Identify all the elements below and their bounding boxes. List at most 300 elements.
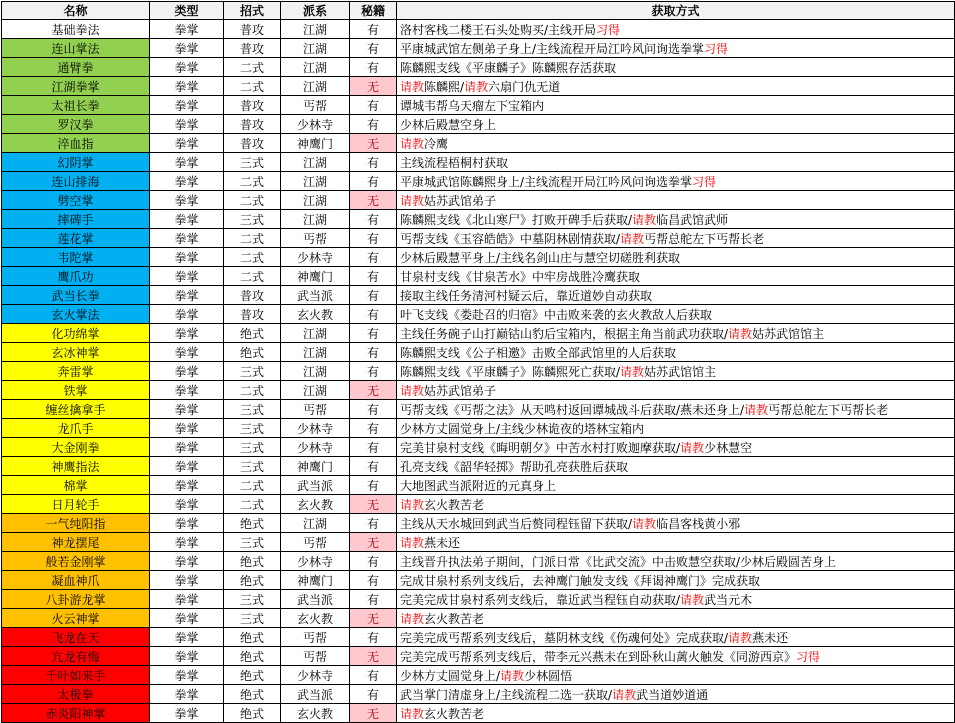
skill-type: 拳掌 [150, 267, 224, 286]
skill-type: 拳掌 [150, 248, 224, 267]
skill-manual: 有 [350, 39, 397, 58]
skill-faction: 少林寺 [281, 552, 350, 571]
skill-name: 火云神掌 [2, 609, 150, 628]
skill-name: 大金刚拳 [2, 438, 150, 457]
skill-manual: 有 [350, 362, 397, 381]
source-segment: 请教 [400, 383, 425, 398]
skill-type: 拳掌 [150, 476, 224, 495]
source-segment: 陈麟熙支线《北山寒尸》打败开碑手后获取/ [400, 212, 633, 227]
skill-source [397, 286, 955, 305]
table-row [2, 362, 955, 381]
skill-move: 绝式 [224, 666, 281, 685]
table-row [2, 419, 955, 438]
skill-type: 拳掌 [150, 495, 224, 514]
source-segment: 请教 [680, 440, 705, 455]
source-segment: 陈麟熙支线《平康麟子》陈麟熙存活获取 [400, 60, 617, 75]
header-type: 类型 [150, 2, 224, 20]
skill-manual: 有 [350, 552, 397, 571]
table-row [2, 210, 955, 229]
skill-source [397, 77, 955, 96]
header-row [2, 2, 955, 20]
table-row [2, 343, 955, 362]
skill-manual: 无 [350, 495, 397, 514]
skill-name: 连山掌法 [2, 39, 150, 58]
source-segment: 请教 [744, 402, 769, 417]
skill-move: 绝式 [224, 343, 281, 362]
source-segment: 请教 [612, 687, 637, 702]
source-segment: 请教 [400, 79, 425, 94]
source-segment: 请教 [680, 592, 705, 607]
skill-move: 三式 [224, 457, 281, 476]
skill-move: 三式 [224, 533, 281, 552]
skill-move: 绝式 [224, 324, 281, 343]
table-row [2, 39, 955, 58]
skill-faction: 江湖 [281, 343, 350, 362]
skill-source [397, 134, 955, 153]
skill-manual: 有 [350, 476, 397, 495]
skill-name: 连山排海 [2, 172, 150, 191]
skill-faction: 神鹰门 [281, 134, 350, 153]
skill-manual: 有 [350, 514, 397, 533]
table-row [2, 381, 955, 400]
skill-name: 神龙摆尾 [2, 533, 150, 552]
source-segment: 习得 [796, 649, 821, 664]
source-segment: 少林后殿慧平身上/主线名剑山庄与慧空切磋胜利获取 [400, 250, 681, 265]
skill-source [397, 666, 955, 685]
skill-name: 赤炎阳神掌 [2, 704, 150, 723]
skill-move: 绝式 [224, 514, 281, 533]
source-segment: 姑苏武馆弟子 [424, 383, 497, 398]
source-segment: 陈麟熙支线《平康麟子》陈麟熙死亡获取/ [400, 364, 621, 379]
skill-source [397, 400, 955, 419]
skill-type: 拳掌 [150, 400, 224, 419]
skill-type: 拳掌 [150, 666, 224, 685]
skill-name: 般若金刚掌 [2, 552, 150, 571]
source-segment: 请教 [632, 212, 657, 227]
table-row [2, 248, 955, 267]
skill-name: 棉掌 [2, 476, 150, 495]
skill-manual: 有 [350, 267, 397, 286]
skill-name: 缠丝擒拿手 [2, 400, 150, 419]
table-row [2, 571, 955, 590]
skill-manual: 有 [350, 590, 397, 609]
skill-name: 八卦游龙掌 [2, 590, 150, 609]
skill-move: 绝式 [224, 552, 281, 571]
skill-type: 拳掌 [150, 58, 224, 77]
source-segment: 冷鹰 [424, 136, 449, 151]
skill-name: 罗汉拳 [2, 115, 150, 134]
skill-manual: 有 [350, 305, 397, 324]
skill-faction: 丐帮 [281, 400, 350, 419]
skill-source [397, 20, 955, 39]
skill-move: 二式 [224, 172, 281, 191]
skill-faction: 武当派 [281, 476, 350, 495]
skill-source [397, 324, 955, 343]
source-segment: 请教 [400, 497, 425, 512]
martial-arts-table [1, 1, 955, 723]
skill-type: 拳掌 [150, 609, 224, 628]
table-row [2, 286, 955, 305]
skill-name: 千叶如来手 [2, 666, 150, 685]
table-row [2, 172, 955, 191]
skill-source [397, 438, 955, 457]
skill-manual: 有 [350, 286, 397, 305]
skill-move: 二式 [224, 495, 281, 514]
source-segment: 主线任务碗子山打巅钴山豹后宝箱内，根据主角当前武功获取/ [400, 326, 729, 341]
table-row [2, 305, 955, 324]
skill-type: 拳掌 [150, 457, 224, 476]
source-segment: 大地图武当派附近的元真身上 [400, 478, 557, 493]
source-segment: 主线晋升执法弟子期间，门派日常《比武交流》中击败慧空获取/少林后殿圆苦身上 [400, 554, 837, 569]
source-segment: 主线从天水城回到武当后赘同程钰留下获取/ [400, 516, 633, 531]
skill-move: 二式 [224, 381, 281, 400]
table-row [2, 590, 955, 609]
skill-type: 拳掌 [150, 571, 224, 590]
skill-name: 幻阴掌 [2, 153, 150, 172]
skill-type: 拳掌 [150, 134, 224, 153]
skill-source [397, 229, 955, 248]
skill-faction: 武当派 [281, 685, 350, 704]
table-row [2, 229, 955, 248]
skill-manual: 有 [350, 457, 397, 476]
skill-faction: 丐帮 [281, 647, 350, 666]
source-segment: 请教 [400, 706, 425, 721]
skill-source [397, 115, 955, 134]
table-row [2, 77, 955, 96]
source-segment: 请教 [728, 326, 753, 341]
header-manual: 秘籍 [350, 2, 397, 20]
skill-faction: 武当派 [281, 590, 350, 609]
skill-manual: 无 [350, 609, 397, 628]
skill-move: 绝式 [224, 571, 281, 590]
source-segment: 玄火教苦老 [424, 706, 485, 721]
skill-name: 武当长拳 [2, 286, 150, 305]
skill-type: 拳掌 [150, 191, 224, 210]
skill-name: 飞龙在天 [2, 628, 150, 647]
table-row [2, 685, 955, 704]
source-segment: 临昌武馆武师 [656, 212, 729, 227]
table-row [2, 666, 955, 685]
source-segment: 少林后殿慧空身上 [400, 117, 497, 132]
skill-move: 二式 [224, 248, 281, 267]
skill-faction: 江湖 [281, 381, 350, 400]
source-segment: 完美完成甘泉村系列支线后，靠近武当程钰自动获取/ [400, 592, 681, 607]
skill-manual: 有 [350, 666, 397, 685]
source-segment: 武当元木 [704, 592, 753, 607]
header-name: 名称 [2, 2, 150, 20]
skill-faction: 江湖 [281, 191, 350, 210]
table-row [2, 533, 955, 552]
skill-move: 二式 [224, 229, 281, 248]
skill-faction: 神鹰门 [281, 267, 350, 286]
skill-source [397, 172, 955, 191]
skill-move: 普攻 [224, 20, 281, 39]
source-segment: 丐帮支线《丐帮之法》从天鸣村返回谭城战斗后获取/燕未还身上/ [400, 402, 745, 417]
skill-move: 绝式 [224, 647, 281, 666]
skill-name: 日月轮手 [2, 495, 150, 514]
skill-faction: 丐帮 [281, 533, 350, 552]
skill-faction: 丐帮 [281, 628, 350, 647]
skill-move: 三式 [224, 153, 281, 172]
skill-faction: 丐帮 [281, 229, 350, 248]
skill-move: 二式 [224, 267, 281, 286]
source-segment: 玄火教苦老 [424, 611, 485, 626]
table-row [2, 58, 955, 77]
skill-manual: 有 [350, 153, 397, 172]
skill-type: 拳掌 [150, 153, 224, 172]
skill-source [397, 381, 955, 400]
source-segment: 主线流程梧桐村获取 [400, 155, 509, 170]
skill-type: 拳掌 [150, 362, 224, 381]
skill-name: 鹰爪功 [2, 267, 150, 286]
skill-manual: 有 [350, 96, 397, 115]
skill-source [397, 96, 955, 115]
skill-move: 二式 [224, 476, 281, 495]
skill-type: 拳掌 [150, 210, 224, 229]
skill-move: 三式 [224, 609, 281, 628]
skill-name: 龙爪手 [2, 419, 150, 438]
skill-type: 拳掌 [150, 343, 224, 362]
skill-type: 拳掌 [150, 533, 224, 552]
source-segment: 完美完成丐帮系列支线后，墓阴林支线《伤魂何处》完成获取/ [400, 630, 729, 645]
table-row [2, 115, 955, 134]
table-row [2, 476, 955, 495]
source-segment: 请教 [500, 668, 525, 683]
skill-source [397, 476, 955, 495]
source-segment: 请教 [400, 535, 425, 550]
table-row [2, 191, 955, 210]
skill-source [397, 39, 955, 58]
skill-type: 拳掌 [150, 647, 224, 666]
source-segment: 请教 [400, 611, 425, 626]
skill-source [397, 419, 955, 438]
skill-manual: 有 [350, 438, 397, 457]
skill-source [397, 609, 955, 628]
table-row [2, 457, 955, 476]
skill-manual: 无 [350, 77, 397, 96]
source-segment: 六扇门仇无道 [488, 79, 561, 94]
skill-manual: 无 [350, 381, 397, 400]
skill-move: 普攻 [224, 305, 281, 324]
skill-move: 二式 [224, 191, 281, 210]
skill-name: 玄火掌法 [2, 305, 150, 324]
skill-type: 拳掌 [150, 419, 224, 438]
table-row [2, 704, 955, 723]
skill-faction: 江湖 [281, 324, 350, 343]
source-segment: 少林圆悟 [524, 668, 573, 683]
source-segment: 请教 [464, 79, 489, 94]
skill-manual: 无 [350, 533, 397, 552]
skill-manual: 有 [350, 172, 397, 191]
skill-name: 太祖长拳 [2, 96, 150, 115]
source-segment: 平康城武馆陈麟熙身上/主线流程开局江吟风问询选拳掌 [400, 174, 693, 189]
skill-source [397, 571, 955, 590]
skill-source [397, 362, 955, 381]
source-segment: 叶飞支线《娄赴召的归宿》中击败来袭的玄火教敌人后获取 [400, 307, 713, 322]
source-segment: 洛村客栈二楼王石头处购买/主线开局 [400, 22, 597, 37]
skill-name: 一气纯阳指 [2, 514, 150, 533]
source-segment: 陈麟熙/ [424, 79, 465, 94]
source-segment: 请教 [620, 364, 645, 379]
skill-type: 拳掌 [150, 115, 224, 134]
skill-type: 拳掌 [150, 324, 224, 343]
skill-manual: 有 [350, 115, 397, 134]
source-segment: 少林方丈圆觉身上/ [400, 668, 501, 683]
skill-faction: 神鹰门 [281, 457, 350, 476]
skill-move: 普攻 [224, 286, 281, 305]
skill-name: 韦陀掌 [2, 248, 150, 267]
skill-name: 基础拳法 [2, 20, 150, 39]
skill-name: 神鹰指法 [2, 457, 150, 476]
skill-name: 玄冰神掌 [2, 343, 150, 362]
source-segment: 临昌客栈黄小邪 [656, 516, 741, 531]
table-row [2, 324, 955, 343]
skill-type: 拳掌 [150, 514, 224, 533]
skill-faction: 玄火教 [281, 305, 350, 324]
skill-type: 拳掌 [150, 438, 224, 457]
skill-source [397, 590, 955, 609]
table-row [2, 96, 955, 115]
source-segment: 请教 [400, 136, 425, 151]
skill-manual: 有 [350, 343, 397, 362]
skill-faction: 江湖 [281, 39, 350, 58]
table-row [2, 438, 955, 457]
source-segment: 武当道妙道通 [636, 687, 709, 702]
skill-type: 拳掌 [150, 704, 224, 723]
skill-manual: 有 [350, 58, 397, 77]
source-segment: 请教 [728, 630, 753, 645]
skill-faction: 少林寺 [281, 115, 350, 134]
skill-type: 拳掌 [150, 77, 224, 96]
table-row [2, 609, 955, 628]
skill-type: 拳掌 [150, 685, 224, 704]
skill-source [397, 533, 955, 552]
source-segment: 习得 [704, 41, 729, 56]
skill-source [397, 153, 955, 172]
skill-move: 二式 [224, 58, 281, 77]
skill-manual: 有 [350, 229, 397, 248]
skill-type: 拳掌 [150, 172, 224, 191]
skill-move: 绝式 [224, 704, 281, 723]
skill-move: 三式 [224, 438, 281, 457]
source-segment: 完成甘泉村系列支线后，去神鹰门触发支线《拜谒神鹰门》完成获取 [400, 573, 761, 588]
skill-faction: 江湖 [281, 77, 350, 96]
table-row [2, 20, 955, 39]
skill-name: 摔碑手 [2, 210, 150, 229]
source-segment: 燕未还 [424, 535, 461, 550]
skill-manual: 有 [350, 419, 397, 438]
header-faction: 派系 [281, 2, 350, 20]
skill-name: 化功绵掌 [2, 324, 150, 343]
table-row [2, 400, 955, 419]
source-segment: 甘泉村支线《甘泉苦水》中牢房战胜冷鹰获取 [400, 269, 641, 284]
skill-move: 三式 [224, 419, 281, 438]
skill-type: 拳掌 [150, 590, 224, 609]
table-row [2, 628, 955, 647]
skill-faction: 玄火教 [281, 609, 350, 628]
skill-move: 普攻 [224, 134, 281, 153]
skill-name: 江湖拳掌 [2, 77, 150, 96]
skill-type: 拳掌 [150, 552, 224, 571]
skill-name: 奔雷掌 [2, 362, 150, 381]
skill-manual: 有 [350, 685, 397, 704]
skill-faction: 江湖 [281, 210, 350, 229]
source-segment: 接取主线任务清河村疑云后，靠近道妙自动获取 [400, 288, 653, 303]
skill-type: 拳掌 [150, 286, 224, 305]
skill-manual: 有 [350, 210, 397, 229]
skill-source [397, 514, 955, 533]
skill-source [397, 685, 955, 704]
table-row [2, 267, 955, 286]
skill-move: 普攻 [224, 115, 281, 134]
skill-move: 普攻 [224, 96, 281, 115]
skill-manual: 无 [350, 191, 397, 210]
skill-move: 三式 [224, 362, 281, 381]
skill-faction: 江湖 [281, 172, 350, 191]
source-segment: 谭城韦帮乌天瘤左下宝箱内 [400, 98, 545, 113]
skill-type: 拳掌 [150, 229, 224, 248]
skill-source [397, 305, 955, 324]
skill-type: 拳掌 [150, 20, 224, 39]
skill-source [397, 248, 955, 267]
skill-source [397, 628, 955, 647]
skill-name: 通臂拳 [2, 58, 150, 77]
source-segment: 丐帮总舵左下丐帮长老 [644, 231, 765, 246]
skill-move: 三式 [224, 400, 281, 419]
skill-faction: 丐帮 [281, 96, 350, 115]
source-segment: 习得 [692, 174, 717, 189]
skill-type: 拳掌 [150, 381, 224, 400]
skill-manual: 无 [350, 134, 397, 153]
skill-source [397, 191, 955, 210]
skill-manual: 无 [350, 704, 397, 723]
skill-faction: 江湖 [281, 514, 350, 533]
skill-move: 绝式 [224, 628, 281, 647]
source-segment: 习得 [596, 22, 621, 37]
source-segment: 少林慧空 [704, 440, 753, 455]
skill-source [397, 647, 955, 666]
skill-type: 拳掌 [150, 96, 224, 115]
table-row [2, 552, 955, 571]
source-segment: 完美甘泉村支线《晦明朝夕》中苦水村打败迦摩获取/ [400, 440, 681, 455]
source-segment: 请教 [632, 516, 657, 531]
source-segment: 姑苏武馆馆主 [644, 364, 717, 379]
table-row [2, 495, 955, 514]
skill-faction: 江湖 [281, 362, 350, 381]
skill-faction: 少林寺 [281, 438, 350, 457]
skill-move: 三式 [224, 590, 281, 609]
skill-manual: 有 [350, 20, 397, 39]
skill-manual: 有 [350, 324, 397, 343]
source-segment: 姑苏武馆弟子 [424, 193, 497, 208]
skill-move: 普攻 [224, 39, 281, 58]
skill-faction: 江湖 [281, 20, 350, 39]
skill-source [397, 58, 955, 77]
source-segment: 丐帮支线《玉容皓皓》中墓阴林剧情获取/ [400, 231, 621, 246]
skill-name: 淬血指 [2, 134, 150, 153]
table-row [2, 134, 955, 153]
skill-faction: 玄火教 [281, 495, 350, 514]
skill-source [397, 704, 955, 723]
skill-manual: 无 [350, 647, 397, 666]
source-segment: 陈麟熙支线《公子相邀》击败全部武馆里的人后获取 [400, 345, 677, 360]
source-segment: 平康城武馆左侧弟子身上/主线流程开局江吟风问询选拳掌 [400, 41, 705, 56]
skill-faction: 少林寺 [281, 248, 350, 267]
source-segment: 少林方丈圆觉身上/主线少林诡夜的塔林宝箱内 [400, 421, 645, 436]
source-segment: 姑苏武馆馆主 [752, 326, 825, 341]
skill-type: 拳掌 [150, 39, 224, 58]
skill-name: 劈空掌 [2, 191, 150, 210]
